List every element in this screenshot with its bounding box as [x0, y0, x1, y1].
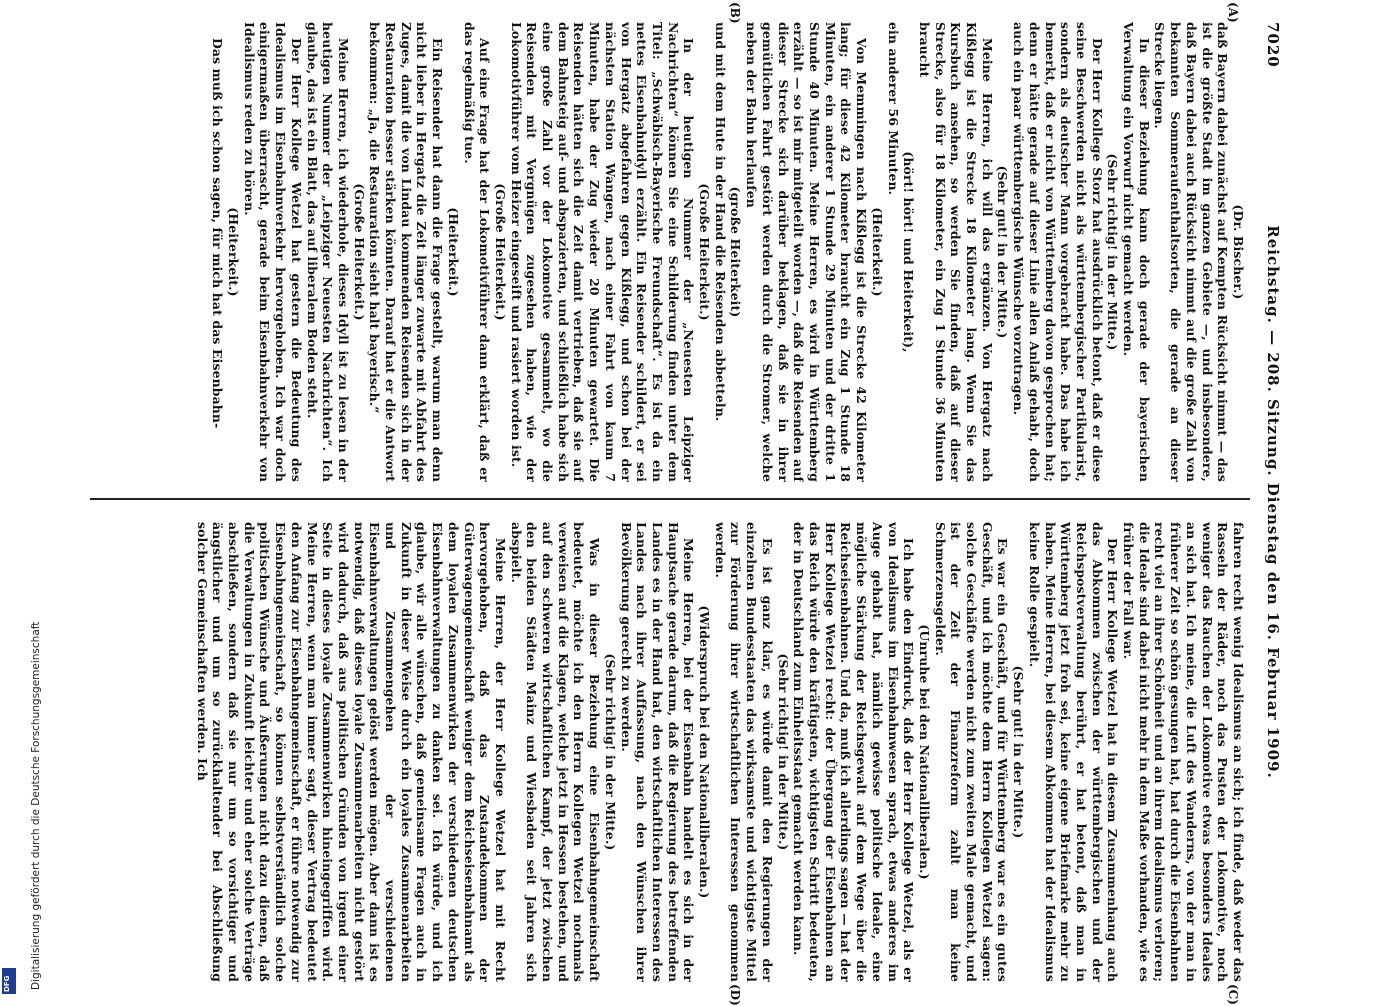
paragraph: ein anderer 56 Minuten. — [885, 22, 901, 196]
interjection: (Sehr richtig! in der Mitte.) — [1105, 153, 1121, 351]
margin-marker-a: (A) — [1226, 2, 1240, 23]
digitization-note-text: Digitalisierung gefördert durch die Deutsche Forschungsgemeinschaft — [30, 621, 42, 990]
paragraph: Meine Herren, bei der Eisenbahn handelt es sich in der Hauptsache gerade darum, daß die Regierung des betreffenden Landes es in der Hand hat, den wirtschaftlichen Interessen des Landes nach ihrer Auffassung, nach den Wünschen ihrer Bevölkerung gerecht zu werden. — [618, 522, 697, 982]
paragraph: Ein Reisender hat dann die Frage gestellt, warum man denn nicht lieber in Hergatz die Zeit länger zuwarte mit Abfahrt des Zuges, damit die von Lindau kommenden Reisenden sich in der Restauration besser stärken könnten. Darauf hat er die Antwort bekommen: „Ja, die Restauration sieht halt bayerisch.“ — [367, 22, 446, 482]
paragraph: Der Herr Kollege Wetzel hat in diesem Zusammenhang auch das Abkommen zwischen der württembergischen und der Reichspostverwaltung berührt, er hat betont, daß man in Württemberg jetzt froh sei, keine eigene Briefmarke mehr zu haben. Meine Herren, bei diesem Abkommen hat der Idealismus keine Rolle gespielt. — [1026, 522, 1121, 982]
interjection: (Heiterkeit.) — [226, 207, 241, 297]
interjection: (Große Heiterkeit.) — [697, 183, 713, 321]
margin-marker-b: (B) — [728, 2, 742, 24]
paragraph: fahren recht wenig Idealismus an sich; ich finde, daß weder das Rasseln der Räder, noch das Pusten der Lokomotive, noch weniger das Rauchen der Lokomotive etwas besonders Ideales an sich hat. Ich meine, die Luft des Wanderns, von der man in früherer Zeit so schön gesungen hat, hat durch die Eisenbahnen recht viel an ihrer Schönheit und an ihrem Idealismus verloren; die Ideale sind dabei nicht mehr in dem Maße vorhanden, wie es früher der Fall war. — [1121, 522, 1246, 982]
paragraph: Von Memmingen nach Kißlegg ist die Strecke 42 Kilometer lang; für diese 42 Kilometer braucht ein Zug 1 Stunde 18 Minuten, ein anderer 1 Stunde 29 Minuten und der dritte 1 Stunde 40 Minuten. Meine Herren, es wird in Württemberg erzählt — so ist mir mitgeteilt worden —, daß die Reisenden auf dieser Strecke sich darüber beklagen, daß sie in ihrer gemütlichen Fahrt gestört werden durch die Stromer, welche neben der Bahn herlaufen — [744, 22, 870, 482]
interjection: (Große Heiterkeit.) — [492, 183, 508, 321]
interjection: (Sehr gut! in der Mitte.) — [995, 165, 1011, 339]
paragraph: Es war ein Geschäft, und für Württemberg war es ein gutes Geschäft, und ich möchte dem Herrn Kollegen Wetzel sagen: solche Geschäfte werden nicht zum zweiten Male gemacht, und ist der Zeit der Finanzreform zahlt man keine Schmerzensgelder. — [932, 522, 1011, 982]
interjection: (hört! hört! und Heiterkeit), — [901, 151, 917, 353]
paragraph: daß Bayern dabei zunächst auf Kempten Rücksicht nimmt — das ist die größte Stadt im ganzen Gebiete —, und insbesondere, daß Bayern dabei auch Rücksicht nimmt auf die große Zahl von bekannten Sommeraufenthaltsorten, die gerade an dieser Strecke liegen. — [1152, 22, 1231, 482]
paragraph: Es ist ganz klar, es würde damit den Regierungen der einzelnen Bundesstaaten das wirksamste und wichtigste Mittel zur Förderung ihrer wirtschaftlichen Interessen genommen werden. — [712, 522, 775, 982]
dfg-logo-text: DFG — [3, 975, 11, 992]
paragraph: Meine Herren, der Herr Kollege Wetzel hat mit Recht hervorgehoben, daß das Zustandekommen der Güterwagengemeinschaft weniger dem Reichseisenbahnamt als dem loyalen Zusammenwirken der verschiedenen deutschen Eisenbahnverwaltungen zu danken sei. Ich würde, und ich glaube, wir alle wünschen, daß gemeinsame Fragen auch in Zukunft in dieser Weise durch ein loyales Zusammenarbeiten und Zusammengehen der verschiedenen Eisenbahnverwaltungen gelöst werden mögen. Aber dann ist es notwendig, daß dieses loyale Zusammenarbeiten nicht gestört wird dadurch, daß aus politischen Gründen von irgend einer Seite in dieses loyale Zusammenwirken hineingegriffen wird. Meine Herren, wenn man immer sagt, dieser Vertrag bedeutet den Anfang zur Eisenbahngemeinschaft, er führe notwendig zur Eisenbahngemeinschaft, so können selbstverständlich solche politischen Wünsche und Äußerungen nicht dazu dienen, daß die Verwaltungen in Zukunft leichter und eher solche Verträge abschließen, sondern daß sie nur um so vorsichtiger und ängstlicher und um so zurückhaltender bei Abschließung solcher Gemeinschaften werden. Ich — [194, 522, 508, 982]
paragraph: Das muß ich schon sagen, für mich hat das Eisenbahn- — [210, 38, 226, 429]
paragraph: Der Herr Kollege Storz hat ausdrücklich betont, daß er diese seine Beschwerden nicht als württembergischer Partikularist, sondern als deutscher Mann vorgebracht habe. Das habe ich bemerkt, daß er nicht von Württemberg davon gesprochen hat; denn er hätte gerade auf dieser Linie allen Anlaß gehabt, doch auch ein paar württembergische Wünsche vorzutragen. — [1011, 22, 1105, 482]
interjection: (Große Heiterkeit.) — [351, 183, 367, 321]
digitization-note — [30, 0, 42, 1000]
interjection: (große Heiterkeit) — [728, 186, 744, 318]
interjection: (Widerspruch bei den Nationalliberalen.) — [697, 605, 713, 899]
page-title: Reichstag. — 208. Sitzung. Dienstag den 16. Februar 1909. — [1264, 225, 1282, 779]
paragraph: Auf eine Frage hat der Lokomotivführer dann erklärt, daß er das regelmäßig tue. — [461, 22, 493, 482]
paragraph: Der Herr Kollege Wetzel hat gestern die Bedeutung des Idealismus im Eisenbahnverkehr hervorgehoben. Ich war doch einigermaßen überrascht, gerade beim Eisenbahnverkehr von Idealismus reden zu hören. — [241, 22, 304, 482]
paragraph: Meine Herren, ich wiederhole, dieses Idyll ist zu lesen in der heutigen Nummer der „Leipziger Neuesten Nachrichten“. Ich glaube, das ist ein Blatt, das auf liberalem Boden steht. — [304, 22, 351, 482]
paragraph: und mit dem Hute in der Hand die Reisenden abbetteln. — [712, 22, 728, 422]
speaker-label: (Dr. Bischer.) — [1231, 204, 1246, 300]
paragraph: In der heutigen Nummer der „Neuesten Leipziger Nachrichten“ können Sie eine Schilderung finden unter dem Titel: „Schwäbisch-Bayerische Freundschaft“. Es ist da ein nettes Eisenbahnidyll erzählt. Ein Reisender schildert, er sei von Hergatz abgefahren gegen Kißlegg, und schon bei der nächsten Station Wangen, nach einer Fahrt von kaum 7 Minuten, habe der Zug wieder 20 Minuten gewartet. Die Reisenden hätten sich die Zeit damit vertrieben, daß sie auf dem Bahnsteig auf- und abspazierten, und schließlich habe sich eine große Zahl vor der Lokomotive gesammelt, wo die Reisenden mit Vergnügen zugesehen haben, wie der Lokomotivführer vom Heizer eingeseift und rasiert worden ist. — [508, 22, 697, 482]
page-number: 7020 — [1264, 22, 1282, 68]
right-column — [96, 522, 1246, 982]
interjection: (Sehr richtig! in der Mitte.) — [602, 653, 618, 851]
margin-marker-c: (C) — [1226, 984, 1240, 1005]
paragraph: Was in dieser Beziehung eine Eisenbahngemeinschaft bedeutet, möchte ich den Herrn Kollegen Wetzel nochmals verweisen auf die Klagen, welche jetzt in Hessen bestehen, und auf den schweren wirtschaftlichen Kampf, der jetzt zwischen den beiden Städten Mainz und Wiesbaden seit Jahren sich abspielt. — [508, 522, 603, 982]
paragraph: In dieser Beziehung kann doch gerade der bayerischen Verwaltung ein Vorwurf nicht gemacht werden. — [1121, 22, 1152, 482]
column-divider — [90, 498, 1250, 500]
margin-marker-d: (D) — [728, 984, 742, 1006]
interjection: (Unruhe bei den Nationalliberalen.) — [916, 624, 932, 880]
interjection: (Sehr richtig! in der Mitte.) — [775, 653, 791, 851]
rotated-page — [80, 0, 1320, 1006]
interjection: (Heiterkeit.) — [869, 207, 885, 297]
interjection: (Sehr gut! in der Mitte.) — [1011, 665, 1027, 839]
dfg-logo — [2, 968, 16, 994]
interjection: (Heiterkeit.) — [445, 207, 461, 297]
paragraph: Ich habe den Eindruck, daß der Herr Kollege Wetzel, als er von Idealismus im Eisenbahnwesen sprach, etwas anderes im Auge gehabt hat, nämlich gewisse politische Ideale, eine mögliche Stärkung der Reichsgewalt auf dem Wege über die Reichseisenbahnen. Und da, muß ich allerdings sagen — hat der Herr Kollege Wetzel recht: der Übergang der Eisenbahnen an das Reich würde den kräftigsten, wichtigsten Schritt bedeuten, der in Deutschland zum Einheitsstaat gemacht werden kann. — [791, 522, 917, 982]
paragraph: Meine Herren, ich will das ergänzen. Von Hergatz nach Kißlegg ist die Strecke 18 Kilometer lang. Wenn Sie das Kursbuch ansehen, so werden Sie finden, daß auf dieser Strecke, also für 18 Kilometer, ein Zug 1 Stunde 36 Minuten braucht — [916, 22, 995, 482]
page-header — [1256, 22, 1282, 982]
left-column — [96, 22, 1246, 482]
